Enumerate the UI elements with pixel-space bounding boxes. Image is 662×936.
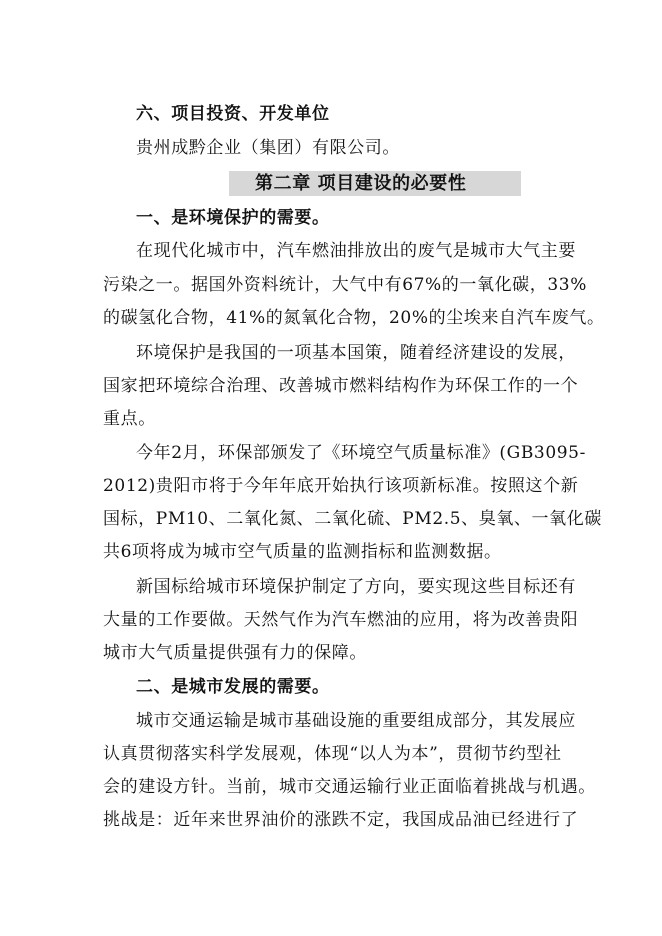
paragraph-line: 的碳氢化合物，41%的氮氧化合物，20%的尘埃来自汽车废气。 — [103, 308, 605, 328]
paragraph-line: 污染之一。据国外资料统计，大气中有67%的一氧化碳，33% — [103, 275, 587, 295]
paragraph-line: 新国标给城市环境保护制定了方向，要实现这些目标还有 — [136, 577, 576, 597]
part2-heading: 二、是城市发展的需要。 — [136, 677, 330, 697]
paragraph-line: 认真贯彻落实科学发展观，体现“以人为本”，贯彻节约型社 — [103, 744, 562, 764]
paragraph-line: 城市大气质量提供强有力的保障。 — [103, 643, 367, 663]
paragraph-line: 今年2月，环保部颁发了《环境空气质量标准》(GB3095- — [136, 443, 586, 463]
paragraph-line: 重点。 — [103, 409, 156, 429]
paragraph-line: 共6项将成为城市空气质量的监测指标和监测数据。 — [103, 542, 502, 562]
section-heading-investment: 六、项目投资、开发单位 — [136, 104, 330, 124]
part1-heading: 一、是环境保护的需要。 — [136, 208, 330, 228]
paragraph-line: 会的建设方针。当前，城市交通运输行业正面临着挑战与机遇。 — [103, 777, 596, 797]
paragraph-line: 挑战是：近年来世界油价的涨跌不定，我国成品油已经进行了 — [103, 810, 579, 830]
company-name: 贵州成黔企业（集团）有限公司。 — [136, 138, 400, 158]
paragraph-line: 城市交通运输是城市基础设施的重要组成部分，其发展应 — [136, 711, 576, 731]
chapter-title: 第二章 项目建设的必要性 — [255, 173, 467, 194]
paragraph-line: 大量的工作要做。天然气作为汽车燃油的应用，将为改善贵阳 — [103, 610, 579, 630]
paragraph-line: 2012)贵阳市将于今年年底开始执行该项新标准。按照这个新 — [103, 476, 579, 496]
paragraph-line: 国标，PM10、二氧化氮、二氧化硫、PM2.5、臭氧、一氧化碳 — [103, 509, 602, 529]
paragraph-line: 国家把环境综合治理、改善城市燃料结构作为环保工作的一个 — [103, 376, 579, 396]
paragraph-line: 在现代化城市中，汽车燃油排放出的废气是城市大气主要 — [136, 241, 576, 261]
paragraph-line: 环境保护是我国的一项基本国策，随着经济建设的发展， — [136, 343, 576, 363]
